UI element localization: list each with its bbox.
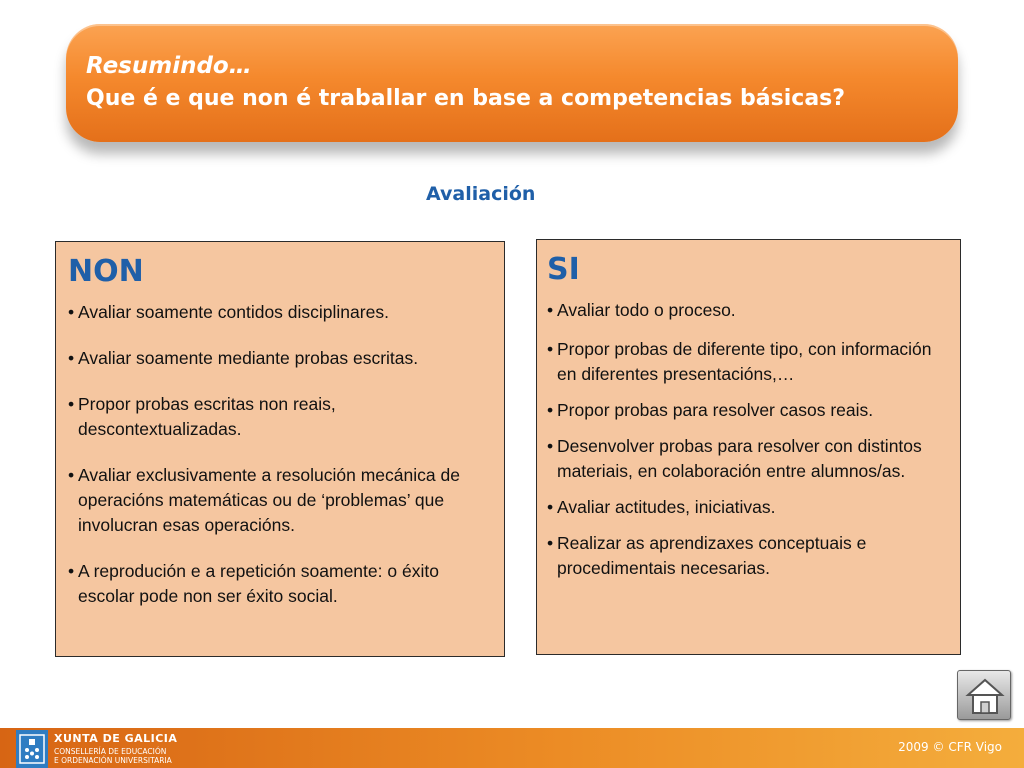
copyright-text: 2009 © CFR Vigo	[898, 740, 1002, 754]
title-line-1: Resumindo…	[86, 53, 252, 79]
home-icon	[958, 671, 1012, 721]
list-item: • Avaliar actitudes, iniciativas.	[547, 495, 950, 520]
org-department	[54, 747, 214, 765]
panel-si-title: SI	[547, 252, 580, 287]
panel-si-list	[547, 298, 950, 581]
list-item: • Avaliar soamente contidos disciplinares.	[68, 300, 494, 325]
list-item: • Avaliar exclusivamente a resolución mecánica de operacións matemáticas ou de ‘problemas’ que involucran esas operacións.	[68, 463, 494, 538]
list-item: • Avaliar todo o proceso.	[547, 298, 950, 323]
list-item: • Avaliar soamente mediante probas escritas.	[68, 346, 494, 371]
org-logo	[16, 730, 216, 768]
org-name: XUNTA DE GALICIA	[54, 732, 178, 745]
list-item: • Propor probas escritas non reais, descontextualizadas.	[68, 392, 494, 442]
home-button[interactable]	[957, 670, 1011, 720]
list-item: • Propor probas para resolver casos reais.	[547, 398, 950, 423]
galicia-crest-icon	[16, 730, 48, 768]
list-item: • A reprodución e a repetición soamente: o éxito escolar pode non ser éxito social.	[68, 559, 494, 609]
section-heading: Avaliación	[426, 183, 536, 205]
panel-non	[55, 241, 505, 657]
title-banner	[66, 24, 958, 142]
org-department-line-2: E ORDENACIÓN UNIVERSITARIA	[54, 756, 172, 765]
title-line-2: Que é e que non é traballar en base a competencias básicas?	[86, 86, 846, 111]
panel-non-title: NON	[68, 254, 144, 289]
panel-si	[536, 239, 961, 655]
list-item: • Realizar as aprendizaxes conceptuais e procedimentais necesarias.	[547, 531, 950, 581]
list-item: • Propor probas de diferente tipo, con información en diferentes presentacións,…	[547, 337, 950, 387]
org-department-line-1: CONSELLERÍA DE EDUCACIÓN	[54, 747, 167, 756]
panel-non-list	[68, 300, 494, 609]
footer-bar	[0, 728, 1024, 768]
list-item: • Desenvolver probas para resolver con distintos materiais, en colaboración entre alumnos/as.	[547, 434, 950, 484]
